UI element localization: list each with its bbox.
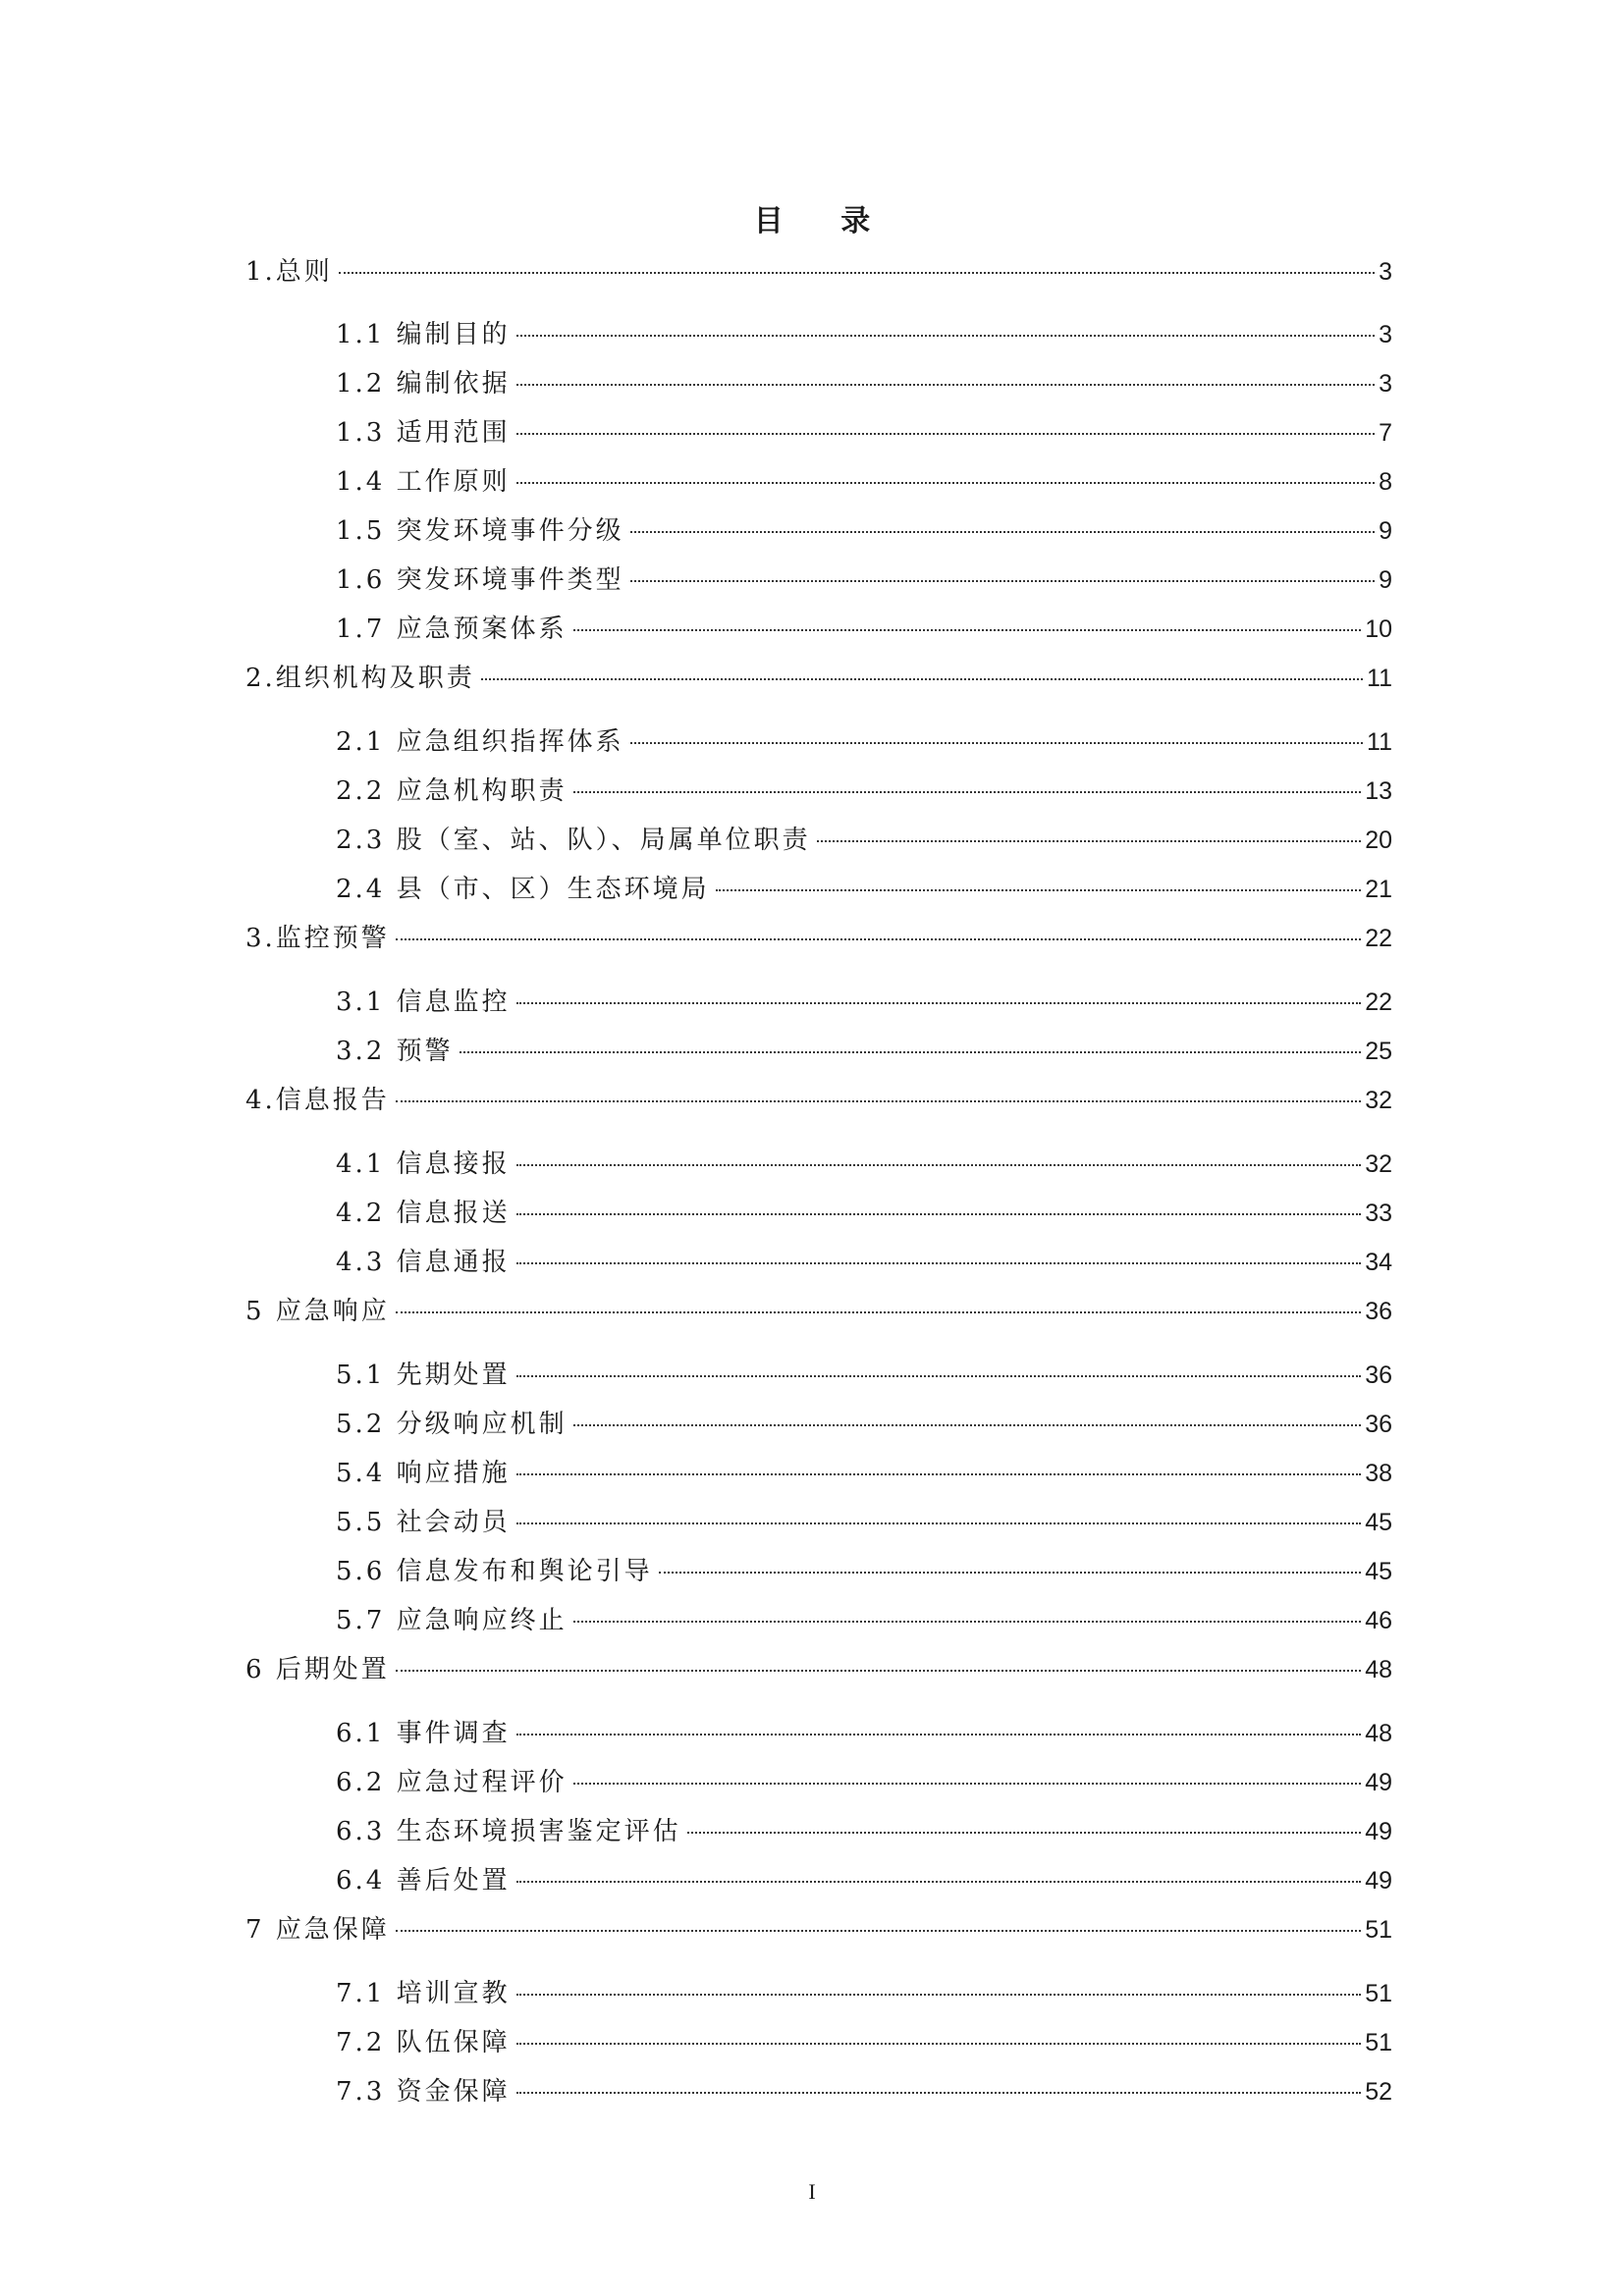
toc-entry-2-4[interactable] (336, 869, 1392, 902)
toc-entry-label: 7.2 队伍保障 (336, 2028, 511, 2057)
toc-entry-page: 8 (1379, 468, 1392, 496)
toc-entry-6-2[interactable] (336, 1762, 1392, 1795)
toc-entry-label: 6.1 事件调查 (336, 1719, 511, 1748)
toc-entry-page: 45 (1365, 1558, 1392, 1585)
toc-entry-label: 1.4 工作原则 (336, 467, 511, 497)
toc-entry-label: 6 后期处置 (245, 1655, 390, 1684)
dot-leader (573, 791, 1362, 793)
toc-entry-3[interactable] (245, 918, 1392, 951)
toc-entry-page: 36 (1365, 1362, 1392, 1389)
dot-leader (630, 580, 1375, 582)
toc-entry-label: 1.2 编制依据 (336, 369, 511, 399)
dot-leader (516, 1994, 1362, 1996)
dot-leader (516, 1164, 1362, 1166)
toc-entry-page: 32 (1365, 1150, 1392, 1178)
toc-entry-label: 5.7 应急响应终止 (336, 1606, 568, 1635)
dot-leader (396, 1311, 1361, 1313)
toc-entry-page: 46 (1365, 1607, 1392, 1634)
toc-entry-label: 5.2 分级响应机制 (336, 1410, 568, 1439)
toc-entry-label: 5.5 社会动员 (336, 1508, 511, 1537)
toc-entry-label: 1.7 应急预案体系 (336, 614, 568, 644)
dot-leader (396, 938, 1361, 940)
toc-entry-label: 3.1 信息监控 (336, 988, 511, 1017)
dot-leader (516, 1734, 1362, 1735)
toc-entry-1-5[interactable] (336, 510, 1392, 544)
toc-entry-page: 49 (1365, 1867, 1392, 1895)
toc-entry-4-2[interactable] (336, 1193, 1392, 1226)
toc-entry-label: 4.3 信息通报 (336, 1248, 511, 1277)
toc-entry-label: 5.1 先期处置 (336, 1361, 511, 1390)
dot-leader (516, 1262, 1362, 1264)
dot-leader (516, 433, 1375, 435)
toc-entry-page: 7 (1379, 419, 1392, 447)
dot-leader (516, 482, 1375, 484)
dot-leader (516, 1881, 1362, 1883)
toc-entry-1-4[interactable] (336, 461, 1392, 495)
dot-leader (687, 1832, 1362, 1834)
toc-entry-page: 45 (1365, 1509, 1392, 1536)
toc-entry-1-1[interactable] (336, 314, 1392, 347)
toc-entry-5-6[interactable] (336, 1551, 1392, 1584)
toc-entry-2-3[interactable] (336, 820, 1392, 853)
toc-entry-label: 3.监控预警 (245, 924, 390, 953)
toc-entry-page: 38 (1365, 1460, 1392, 1487)
dot-leader (659, 1572, 1362, 1574)
toc-entry-6-1[interactable] (336, 1713, 1392, 1746)
toc-entry-5-7[interactable] (336, 1600, 1392, 1633)
dot-leader (516, 1375, 1362, 1377)
toc-entry-page: 21 (1365, 876, 1392, 903)
toc-entry-4-3[interactable] (336, 1242, 1392, 1275)
toc-entry-label: 5 应急响应 (245, 1297, 390, 1326)
toc-entry-page: 51 (1365, 2029, 1392, 2056)
dot-leader (396, 1930, 1361, 1932)
toc-entry-page: 3 (1379, 258, 1392, 286)
toc-entry-label: 1.3 适用范围 (336, 418, 511, 448)
toc-entry-label: 2.3 股（室、站、队）、局属单位职责 (336, 826, 811, 855)
toc-entry-label: 5.6 信息发布和舆论引导 (336, 1557, 653, 1586)
dot-leader (516, 335, 1375, 337)
toc-entry-page: 22 (1365, 925, 1392, 952)
toc-entry-label: 7.1 培训宣教 (336, 1979, 511, 2008)
dot-leader (460, 1051, 1362, 1053)
toc-entry-5-5[interactable] (336, 1502, 1392, 1535)
toc-entry-page: 25 (1365, 1038, 1392, 1065)
toc-entry-label: 2.组织机构及职责 (245, 664, 475, 693)
toc-entry-label: 5.4 响应措施 (336, 1459, 511, 1488)
toc-entry-page: 11 (1367, 665, 1392, 692)
toc-entry-label: 4.1 信息接报 (336, 1149, 511, 1179)
toc-entry-page: 9 (1379, 566, 1392, 594)
dot-leader (481, 678, 1363, 680)
page-number: I (808, 2179, 816, 2204)
toc-entry-7-3[interactable] (336, 2071, 1392, 2105)
toc-entry-5-4[interactable] (336, 1453, 1392, 1486)
toc-entry-5-2[interactable] (336, 1404, 1392, 1437)
toc-entry-1-6[interactable] (336, 560, 1392, 593)
toc-entry-page: 49 (1365, 1818, 1392, 1845)
toc-entry-label: 2.1 应急组织指挥体系 (336, 727, 624, 757)
toc-entry-label: 4.2 信息报送 (336, 1199, 511, 1228)
toc-entry-4-1[interactable] (336, 1144, 1392, 1177)
toc-entry-page: 32 (1365, 1087, 1392, 1114)
dot-leader (573, 629, 1362, 631)
toc-entry-1-7[interactable] (336, 609, 1392, 642)
toc-entry-page: 51 (1365, 1980, 1392, 2007)
toc-entry-6-3[interactable] (336, 1811, 1392, 1844)
toc-entry-label: 7.3 资金保障 (336, 2077, 511, 2107)
toc-entry-3-1[interactable] (336, 982, 1392, 1015)
toc-entry-1-3[interactable] (336, 412, 1392, 446)
dot-leader (516, 1002, 1362, 1004)
toc-entry-page: 33 (1365, 1200, 1392, 1227)
toc-entry-2[interactable] (245, 658, 1392, 691)
toc-entry-label: 2.4 县（市、区）生态环境局 (336, 875, 710, 904)
dot-leader (817, 840, 1362, 842)
toc-entry-page: 52 (1365, 2078, 1392, 2106)
toc-entry-page: 9 (1379, 517, 1392, 545)
toc-entry-7-1[interactable] (336, 1973, 1392, 2006)
dot-leader (630, 531, 1375, 533)
toc-entry-label: 2.2 应急机构职责 (336, 776, 568, 806)
toc-entry-page: 36 (1365, 1411, 1392, 1438)
toc-entry-2-1[interactable] (336, 721, 1392, 755)
toc-entry-page: 48 (1365, 1720, 1392, 1747)
dot-leader (516, 1213, 1362, 1215)
dot-leader (516, 2043, 1362, 2045)
toc-entry-1[interactable] (245, 251, 1392, 285)
toc-entry-page: 13 (1365, 777, 1392, 805)
toc-entry-page: 22 (1365, 988, 1392, 1016)
toc-entry-7[interactable] (245, 1909, 1392, 1943)
toc-entry-5-1[interactable] (336, 1355, 1392, 1388)
dot-leader (630, 742, 1363, 744)
toc-entry-label: 1.1 编制目的 (336, 320, 511, 349)
dot-leader (516, 384, 1375, 386)
toc-entry-label: 6.2 应急过程评价 (336, 1768, 568, 1797)
toc-entry-label: 1.6 突发环境事件类型 (336, 565, 624, 595)
toc-entry-page: 48 (1365, 1656, 1392, 1683)
toc-title: 目 录 (753, 204, 894, 239)
dot-leader (573, 1424, 1362, 1426)
toc-entry-label: 6.4 善后处置 (336, 1866, 511, 1896)
toc-entry-label: 6.3 生态环境损害鉴定评估 (336, 1817, 681, 1846)
toc-entry-page: 3 (1379, 370, 1392, 398)
toc-entry-label: 4.信息报告 (245, 1086, 390, 1115)
toc-entry-6-4[interactable] (336, 1860, 1392, 1894)
toc-entry-5[interactable] (245, 1291, 1392, 1324)
toc-entry-3-2[interactable] (336, 1031, 1392, 1064)
toc-entry-7-2[interactable] (336, 2022, 1392, 2056)
toc-entry-label: 1.总则 (245, 257, 333, 287)
dot-leader (573, 1621, 1362, 1623)
toc-entry-label: 3.2 预警 (336, 1037, 454, 1066)
toc-entry-2-2[interactable] (336, 771, 1392, 804)
toc-entry-6[interactable] (245, 1649, 1392, 1682)
dot-leader (516, 1473, 1362, 1475)
dot-leader (396, 1670, 1361, 1672)
toc-entry-1-2[interactable] (336, 363, 1392, 397)
toc-entry-page: 49 (1365, 1769, 1392, 1796)
toc-entry-page: 11 (1367, 728, 1392, 756)
toc-entry-page: 36 (1365, 1298, 1392, 1325)
dot-leader (396, 1100, 1361, 1102)
toc-entry-page: 10 (1365, 615, 1392, 643)
toc-entry-page: 34 (1365, 1249, 1392, 1276)
dot-leader (573, 1783, 1362, 1785)
toc-entry-page: 20 (1365, 827, 1392, 854)
toc-entry-page: 51 (1365, 1916, 1392, 1944)
toc-entry-label: 7 应急保障 (245, 1915, 390, 1945)
dot-leader (516, 2092, 1362, 2094)
dot-leader (716, 889, 1362, 891)
dot-leader (516, 1522, 1362, 1524)
toc-entry-4[interactable] (245, 1080, 1392, 1113)
toc-entry-label: 1.5 突发环境事件分级 (336, 516, 624, 546)
dot-leader (339, 272, 1375, 274)
toc-entry-page: 3 (1379, 321, 1392, 348)
